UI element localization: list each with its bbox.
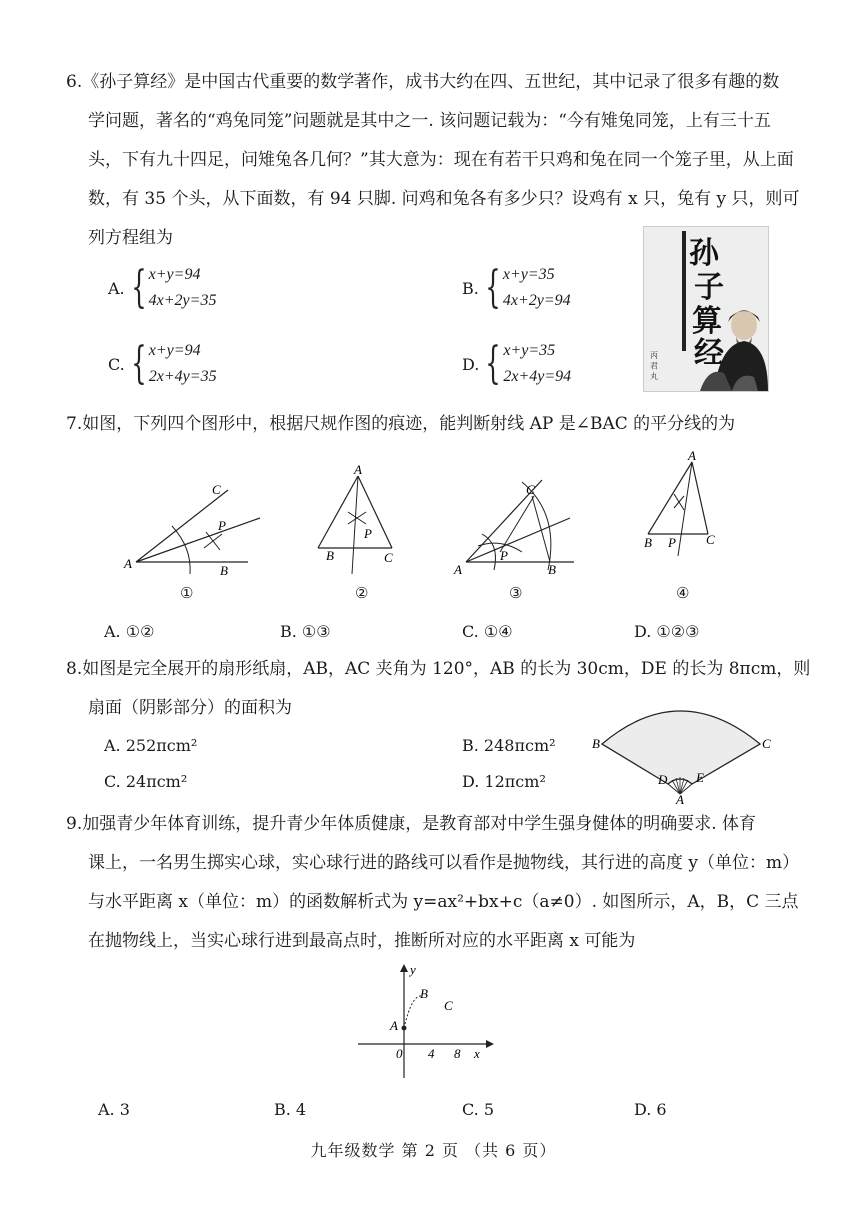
book-title-char: 子 bbox=[694, 270, 724, 305]
q9-line-4: 在抛物线上，当实心球行进到最高点时，推断所对应的水平距离 x 可能为 bbox=[88, 931, 636, 951]
point-label: B bbox=[548, 562, 556, 577]
q7-figure-2 bbox=[306, 462, 416, 580]
point-label: C bbox=[762, 736, 771, 751]
point-label: B bbox=[644, 535, 652, 550]
axis-tick: 8 bbox=[454, 1046, 461, 1061]
q6-line-5: 列方程组为 bbox=[88, 228, 173, 248]
point-label: B bbox=[220, 563, 228, 578]
axis-label-y: y bbox=[410, 962, 416, 977]
point-label: P bbox=[218, 518, 226, 533]
q7-caption-4: ④ bbox=[676, 584, 690, 602]
q7-figure-4 bbox=[636, 448, 726, 558]
point-label: E bbox=[696, 770, 704, 785]
point-label: C bbox=[444, 998, 453, 1013]
sunzi-book-cover-image bbox=[643, 226, 769, 392]
equation: 2x+4y=35 bbox=[148, 368, 217, 385]
book-title-char: 孙 bbox=[689, 236, 719, 271]
book-seal-text: 丙 君 丸 bbox=[649, 351, 659, 381]
point-label: C bbox=[706, 532, 715, 547]
equation: x+y=35 bbox=[503, 342, 556, 359]
q7-option-c[interactable]: C. ①④ bbox=[462, 622, 513, 641]
point-label: A bbox=[454, 562, 462, 577]
q6-option-d[interactable] bbox=[462, 338, 571, 390]
page-footer: 九年级数学 第 2 页 （共 6 页） bbox=[310, 1141, 557, 1160]
q8-option-d[interactable]: D. 12πcm² bbox=[462, 772, 546, 791]
point-label: A bbox=[676, 792, 684, 806]
q7-caption-2: ② bbox=[355, 584, 369, 602]
q9-option-a[interactable]: A. 3 bbox=[98, 1100, 130, 1119]
equation: 2x+4y=94 bbox=[503, 368, 572, 385]
point-label: B bbox=[592, 736, 600, 751]
option-label: A. bbox=[108, 278, 125, 298]
q6-option-c[interactable] bbox=[108, 338, 217, 390]
q6-line-2: 学问题，著名的“鸡兔同笼”问题就是其中之一. 该问题记载为：“今有雉兔同笼，上有三十五 bbox=[88, 111, 771, 131]
q8-line-2: 扇面（阴影部分）的面积为 bbox=[88, 698, 292, 718]
q6-line-4: 数，有 35 个头，从下面数，有 94 只脚. 问鸡和兔各有多少只？设鸡有 x 只，兔有 y 只，则可 bbox=[88, 189, 800, 209]
q7-caption-3: ③ bbox=[509, 584, 523, 602]
axis-origin: 0 bbox=[396, 1046, 403, 1061]
brace-icon: { bbox=[485, 338, 502, 389]
q8-option-b[interactable]: B. 248πcm² bbox=[462, 736, 556, 755]
q9-line-2: 课上，一名男生掷实心球，实心球行进的路线可以看作是抛物线，其行进的高度 y（单位：m） bbox=[88, 853, 800, 873]
q8-fan-figure bbox=[588, 694, 784, 806]
q6-option-a[interactable] bbox=[108, 262, 216, 314]
option-label: C. bbox=[108, 354, 125, 374]
brace-icon: { bbox=[131, 338, 147, 389]
q7-option-d[interactable]: D. ①②③ bbox=[634, 622, 700, 641]
point-label: A bbox=[354, 462, 362, 477]
q9-axes-figure bbox=[350, 958, 500, 1082]
point-label: P bbox=[668, 535, 676, 550]
book-title-char: 算 bbox=[692, 304, 722, 339]
point-label: C bbox=[212, 482, 221, 497]
equation: x+y=35 bbox=[502, 266, 555, 283]
q7-option-a[interactable]: A. ①② bbox=[104, 622, 155, 641]
q7-stem: 7.如图，下列四个图形中，根据尺规作图的痕迹，能判断射线 AP 是∠BAC 的平分线的为 bbox=[66, 414, 736, 434]
axis-label-x: x bbox=[474, 1046, 480, 1061]
point-label: D bbox=[658, 772, 668, 787]
point-label: A bbox=[124, 556, 132, 571]
q9-option-c[interactable]: C. 5 bbox=[462, 1100, 495, 1119]
q8-option-c[interactable]: C. 24πcm² bbox=[104, 772, 188, 791]
q7-caption-1: ① bbox=[180, 584, 194, 602]
q7-figure-3 bbox=[452, 474, 582, 580]
q9-line-3: 与水平距离 x（单位：m）的函数解析式为 y=ax²+bx+c（a≠0）. 如图所示，A，B，C 三点 bbox=[88, 892, 799, 912]
q7-figure-1 bbox=[120, 478, 270, 578]
book-title-char: 经 bbox=[694, 336, 724, 371]
q9-option-d[interactable]: D. 6 bbox=[634, 1100, 667, 1119]
equation: x+y=94 bbox=[148, 266, 201, 283]
axis-tick: 4 bbox=[428, 1046, 435, 1061]
point-label: P bbox=[500, 548, 508, 563]
point-label: B bbox=[420, 986, 428, 1001]
q7-option-b[interactable]: B. ①③ bbox=[280, 622, 331, 641]
q9-option-b[interactable]: B. 4 bbox=[274, 1100, 307, 1119]
option-label: B. bbox=[462, 278, 479, 298]
point-label: C bbox=[526, 482, 535, 497]
q8-line-1: 8.如图是完全展开的扇形纸扇，AB，AC 夹角为 120°，AB 的长为 30cm，DE 的长为 8πcm，则 bbox=[66, 659, 811, 679]
point-label: B bbox=[326, 548, 334, 563]
brace-icon: { bbox=[130, 262, 147, 313]
option-label: D. bbox=[462, 354, 480, 374]
point-label: P bbox=[364, 526, 372, 541]
point-label: C bbox=[384, 550, 393, 565]
q6-line-1: 6.《孙子算经》是中国古代重要的数学著作，成书大约在四、五世纪，其中记录了很多有趣的数 bbox=[66, 72, 780, 92]
q8-option-a[interactable]: A. 252πcm² bbox=[104, 736, 198, 755]
q6-option-b[interactable] bbox=[462, 262, 571, 314]
q9-line-1: 9.加强青少年体育训练，提升青少年体质健康，是教育部对中学生强身健体的明确要求. 体育 bbox=[66, 814, 757, 834]
equation: 4x+2y=94 bbox=[502, 292, 571, 309]
brace-icon: { bbox=[485, 262, 501, 313]
q6-line-3: 头，下有九十四足，问雉兔各几何？”其大意为：现在有若干只鸡和兔在同一个笼子里，从上面 bbox=[88, 150, 794, 170]
point-label: A bbox=[390, 1018, 398, 1033]
point-label: A bbox=[688, 448, 696, 463]
equation: x+y=94 bbox=[148, 342, 201, 359]
equation: 4x+2y=35 bbox=[148, 292, 217, 309]
